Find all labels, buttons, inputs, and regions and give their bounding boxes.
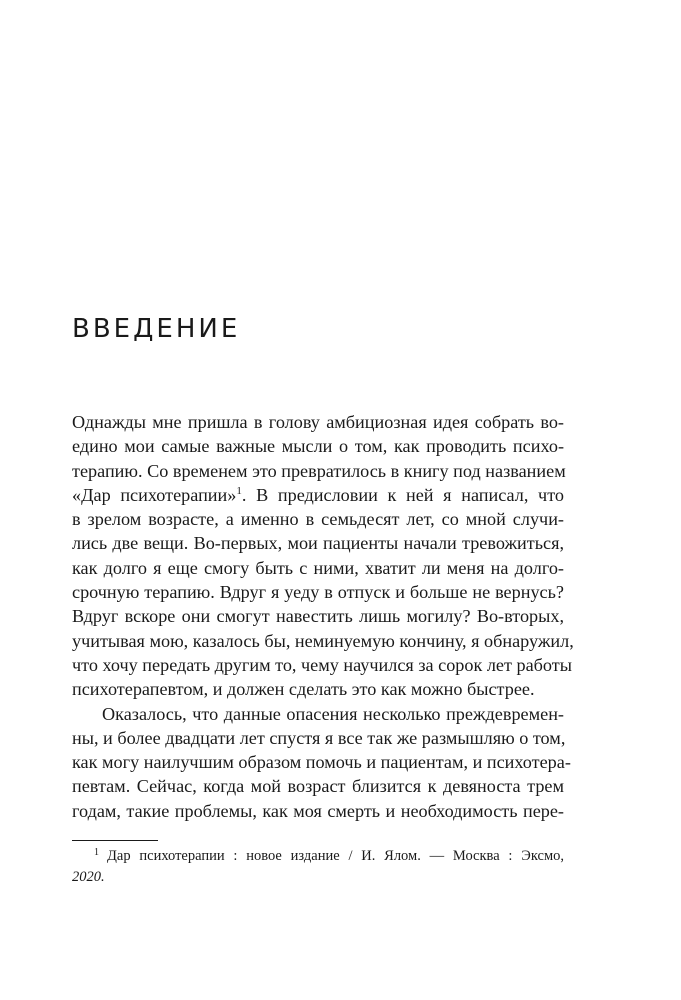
- text-line: срочную терапию. Вдруг я уеду в отпуск и больше не вернусь?: [72, 582, 564, 603]
- text-line: как могу наилучшим образом помочь и пациентам, и психотера-: [72, 752, 571, 773]
- footnote-reference[interactable]: 1: [236, 484, 242, 497]
- paragraph-1: [72, 410, 574, 702]
- text-fragment: «Дар психотерапии»: [72, 484, 237, 505]
- footnotes: [72, 846, 564, 888]
- text-line-with-footnote: [72, 483, 564, 507]
- text-line: певтам. Сейчас, когда мой возраст близится к девяноста трем: [72, 776, 564, 797]
- footnote-divider: [72, 840, 158, 841]
- text-line: в зрелом возрасте, а именно в семьдесят лет, со мной случи-: [72, 509, 564, 530]
- text-line: Однажды мне пришла в голову амбициозная идея собрать во-: [72, 412, 564, 432]
- text-line: психотерапевтом, и должен сделать это как можно быстрее.: [72, 679, 535, 700]
- footnote-year: 2020.: [72, 869, 105, 885]
- text-line: Вдруг вскоре они смогут навестить лишь могилу? Во-вторых,: [72, 606, 564, 627]
- footnote-mark: 1: [94, 847, 99, 858]
- text-line: Оказалось, что данные опасения несколько преждевремен-: [102, 703, 564, 724]
- text-line: ны, и более двадцати лет спустя я все так же размышляю о том,: [72, 727, 566, 748]
- text-line: едино мои самые важные мысли о том, как проводить психо-: [72, 436, 564, 457]
- footnote-line: [72, 846, 564, 867]
- text-line: учитывая мою, казалось бы, неминуемую кончину, я обнаружил,: [72, 630, 574, 651]
- chapter-title: ВВЕДЕНИЕ: [72, 314, 241, 344]
- text-line: терапию. Со временем это превратилось в книгу под названием: [72, 460, 566, 481]
- paragraph-2: [72, 702, 571, 823]
- text-line: что хочу передать другим то, чему научился за сорок лет работы: [72, 654, 572, 675]
- main-text: [72, 410, 574, 823]
- text-fragment: . В предисловии к ней я написал, что: [241, 484, 565, 505]
- text-line: как долго я еще смогу быть с ними, хватит ли меня на долго-: [72, 557, 564, 578]
- text-line: годам, такие проблемы, как моя смерть и необходимость пере-: [72, 800, 564, 821]
- footnote-text: Дар психотерапии : новое издание / И. Ялом. — Москва : Эксмо,: [107, 848, 564, 864]
- text-line: лись две вещи. Во-первых, мои пациенты начали тревожиться,: [72, 533, 564, 554]
